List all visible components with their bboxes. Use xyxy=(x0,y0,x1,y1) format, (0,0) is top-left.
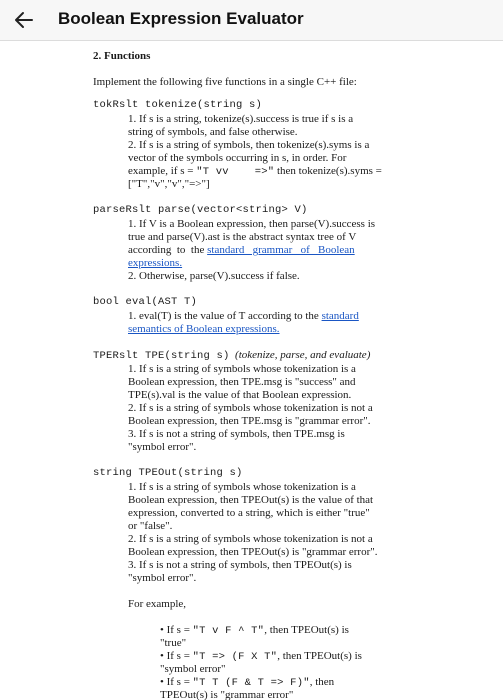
tokenize-text: string of symbols, and false otherwise. xyxy=(128,126,298,138)
tpeout-text: Boolean expression, then TPEOut(s) is "grammar error". xyxy=(128,546,378,558)
semantics-link[interactable]: standard xyxy=(321,310,359,322)
parse-text: 1. If V is a Boolean expression, then parse(V).success is xyxy=(128,218,376,230)
tokenize-example-line xyxy=(128,165,382,179)
code-snippet: "T => (F X T" xyxy=(192,651,278,663)
code-snippet: "T T (F & T => F)" xyxy=(192,677,310,689)
tpeout-text: expression, converted to a string, which is either "true" xyxy=(128,507,370,519)
example-text: • If s = xyxy=(160,650,193,662)
tpe-signature-line xyxy=(93,349,370,363)
tpeout-text: or "false". xyxy=(128,520,173,532)
eval-text: 1. eval(T) is the value of T according to the xyxy=(128,310,319,322)
semantics-link[interactable]: semantics of Boolean expressions. xyxy=(128,323,280,335)
eval-signature: bool eval(AST T) xyxy=(93,296,198,308)
section-heading: 2. Functions xyxy=(93,50,151,62)
example-text: • If s = xyxy=(160,676,193,688)
grammar-link[interactable]: standard grammar of Boolean xyxy=(207,244,355,256)
tpeout-text: "symbol error". xyxy=(128,572,197,584)
document-body xyxy=(0,40,503,700)
tokenize-text: vector of the symbols occurring in s, in order. For xyxy=(128,152,347,164)
example-3 xyxy=(160,676,334,690)
tpe-text: Boolean expression, then TPE.msg is "success" and xyxy=(128,376,356,388)
example-2 xyxy=(160,650,362,664)
tokenize-text: ["T","v","v","=>"] xyxy=(128,178,210,190)
code-snippet: "T vv =>" xyxy=(196,166,275,178)
grammar-link[interactable]: expressions. xyxy=(128,257,183,269)
tpe-signature-note: (tokenize, parse, and evaluate) xyxy=(235,349,371,361)
arrow-left-icon[interactable] xyxy=(12,8,36,32)
page-title: Boolean Expression Evaluator xyxy=(58,9,304,28)
tpe-text: 1. If s is a string of symbols whose tokenization is a xyxy=(128,363,356,375)
eval-link-line xyxy=(128,310,359,323)
example-text: , then TPEOut(s) is xyxy=(277,650,362,662)
tokenize-signature: tokRslt tokenize(string s) xyxy=(93,99,263,111)
parse-link-line xyxy=(128,244,355,257)
example-text: , then xyxy=(309,676,335,688)
tpeout-text: 2. If s is a string of symbols whose tokenization is not a xyxy=(128,533,373,545)
example-1 xyxy=(160,624,349,638)
example-label: For example, xyxy=(128,598,187,610)
intro-text: Implement the following five functions in a single C++ file: xyxy=(93,76,357,88)
example-result: "true" xyxy=(160,637,187,649)
code-snippet: "T v F ^ T" xyxy=(192,625,265,637)
parse-signature: parseRslt parse(vector<string> V) xyxy=(93,204,308,216)
example-result: TPEOut(s) is "grammar error" xyxy=(160,689,294,700)
tpe-signature: TPERslt TPE(string s) xyxy=(93,350,230,362)
parse-text: true and parse(V).ast is the abstract syntax tree of V xyxy=(128,231,357,243)
app-bar xyxy=(0,0,503,41)
tokenize-text: 2. If s is a string of symbols, then tokenize(s).syms is a xyxy=(128,139,370,151)
tpe-text: 2. If s is a string of symbols whose tokenization is not a xyxy=(128,402,373,414)
tpeout-text: 3. If s is not a string of symbols, then TPEOut(s) is xyxy=(128,559,352,571)
tokenize-text: 1. If s is a string, tokenize(s).success is true if s is a xyxy=(128,113,354,125)
example-result: "symbol error" xyxy=(160,663,226,675)
tokenize-text: then tokenize(s).syms = xyxy=(274,165,382,177)
tpe-text: TPE(s).val is the value of that Boolean expression. xyxy=(128,389,352,401)
tpeout-text: Boolean expression, then TPEOut(s) is the value of that xyxy=(128,494,374,506)
tpe-text: "symbol error". xyxy=(128,441,197,453)
tpeout-signature: string TPEOut(string s) xyxy=(93,467,243,479)
tpe-text: Boolean expression, then TPE.msg is "grammar error". xyxy=(128,415,371,427)
tpeout-text: 1. If s is a string of symbols whose tokenization is a xyxy=(128,481,356,493)
example-text: , then TPEOut(s) is xyxy=(264,624,349,636)
example-text: • If s = xyxy=(160,624,193,636)
parse-text: 2. Otherwise, parse(V).success if false. xyxy=(128,270,300,282)
tokenize-text: example, if s = xyxy=(128,165,197,177)
parse-text: according to the xyxy=(128,244,205,256)
tpe-text: 3. If s is not a string of symbols, then TPE.msg is xyxy=(128,428,345,440)
